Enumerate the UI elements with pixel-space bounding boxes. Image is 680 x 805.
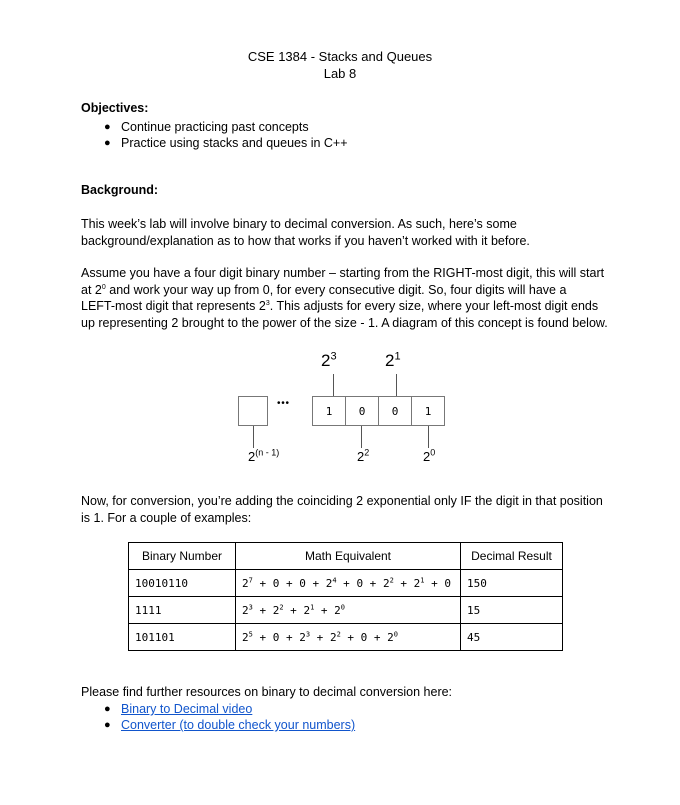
math-term: 2 <box>329 630 337 644</box>
top-label-2-3: $2^3$ <box>321 350 337 370</box>
math-cell: $2^3 + 2^2 + 2^1 + 2^0$ <box>236 597 461 624</box>
column-header: Decimal Result <box>461 543 563 570</box>
math-term: 2 <box>334 603 341 617</box>
digit-cell: 1 <box>424 405 432 418</box>
math-exponent: 5 <box>248 629 253 638</box>
resource-item: ● Converter (to double check your numbers) <box>104 718 356 732</box>
math-exponent: 3 <box>305 629 311 638</box>
column-header: Math Equivalent <box>236 543 461 570</box>
resources-intro: Please find further resources on binary to decimal conversion here: <box>81 685 453 699</box>
objectives-heading: Objectives: <box>81 101 149 115</box>
binary-cell: 1111 <box>129 597 236 624</box>
math-term: 0 <box>444 576 451 590</box>
resource-item: ● Binary to Decimal video <box>104 702 253 716</box>
connector-line <box>361 426 362 448</box>
math-term: 2 <box>303 603 311 617</box>
table-row <box>129 624 563 651</box>
bottom-label-2-n-1: 2$^{(n - 1)}$ <box>248 447 280 464</box>
objective-item: ● Continue practicing past concepts <box>104 120 309 134</box>
top-label-2-1: $2^1$ <box>385 350 401 370</box>
math-term: 2 <box>413 576 421 590</box>
result-cell: 15 <box>461 597 563 624</box>
examples-table <box>128 542 563 651</box>
math-exponent: 2 <box>389 575 394 584</box>
math-exponent: 0 <box>340 602 345 611</box>
digit-cell: 1 <box>325 405 333 418</box>
math-term: 2 <box>242 630 249 644</box>
math-exponent: 3 <box>248 602 253 611</box>
math-term: 2 <box>299 630 306 644</box>
column-header: Binary Number <box>129 543 236 570</box>
result-cell: 45 <box>461 624 563 651</box>
math-exponent: 4 <box>332 575 337 584</box>
empty-digit-box <box>238 396 268 426</box>
lab-number: Lab 8 <box>323 66 357 81</box>
digit-cell: 0 <box>358 405 366 418</box>
digit-divider <box>378 396 379 426</box>
background-heading: Background: <box>81 183 159 197</box>
math-term: 2 <box>325 576 333 590</box>
math-cell: $2^7 + 0 + 0 + 2^4 + 0 + 2^2 + 2^1 + 0$ <box>236 570 461 597</box>
objective-item: ● Practice using stacks and queues in C++ <box>104 136 348 150</box>
conversion-paragraph: Now, for conversion, you’re adding the coinciding 2 exponential only IF the digit in that position is 1. For a couple of examples: <box>81 494 603 525</box>
math-cell: $2^5 + 0 + 2^3 + 2^2 + 0 + 2^0$ <box>236 624 461 651</box>
connector-line <box>396 374 397 396</box>
bottom-label-2-0: $2^0$ <box>423 447 436 464</box>
bottom-label-2-2: $2^2$ <box>357 447 370 464</box>
converter-link[interactable]: Converter (to double check your numbers) <box>121 718 356 732</box>
math-exponent: 2 <box>279 602 284 611</box>
digit-divider <box>345 396 346 426</box>
connector-line <box>333 374 334 396</box>
math-exponent: 2 <box>336 629 341 638</box>
math-exponent: 1 <box>310 602 315 611</box>
math-exponent: 1 <box>420 575 425 584</box>
connector-line <box>253 426 254 448</box>
table-row <box>129 597 563 624</box>
table-row <box>129 570 563 597</box>
table-header-row <box>129 543 563 570</box>
math-exponent: 7 <box>248 575 253 584</box>
math-term: 0 <box>299 576 306 590</box>
math-term: 0 <box>356 576 364 590</box>
math-term: 2 <box>242 603 249 617</box>
math-term: 0 <box>272 576 280 590</box>
math-term: 2 <box>272 603 280 617</box>
math-exponent: 0 <box>393 629 398 638</box>
math-term: 2 <box>382 576 390 590</box>
background-paragraph-1: This week’s lab will involve binary to decimal conversion. As such, here’s some background/explanation as to how that works if you haven’t worked with it before. <box>81 217 530 248</box>
math-term: 2 <box>387 630 394 644</box>
binary-cell: 10010110 <box>129 570 236 597</box>
binary-cell: 101101 <box>129 624 236 651</box>
digit-cell: 0 <box>391 405 399 418</box>
result-cell: 150 <box>461 570 563 597</box>
math-term: 0 <box>272 630 280 644</box>
digit-divider <box>411 396 412 426</box>
ellipsis-dots: • • • <box>277 398 289 409</box>
binary-to-decimal-video-link[interactable]: Binary to Decimal video <box>121 702 253 716</box>
math-term: 2 <box>242 576 249 590</box>
math-term: 0 <box>360 630 368 644</box>
connector-line <box>428 426 429 448</box>
background-paragraph-2: Assume you have a four digit binary number – starting from the RIGHT-most digit, this will start at $2^0$ and work your way up from 0, for every consecutive digit. So, four digits will have a LEFT-most digit that represents $2^3$. This adjusts for every size, where your left-most digit ends up representing 2 brought to the power of the size - 1. A diagram of this concept is found below. <box>81 266 608 330</box>
document-title: CSE 1384 - Stacks and Queues <box>247 49 433 64</box>
